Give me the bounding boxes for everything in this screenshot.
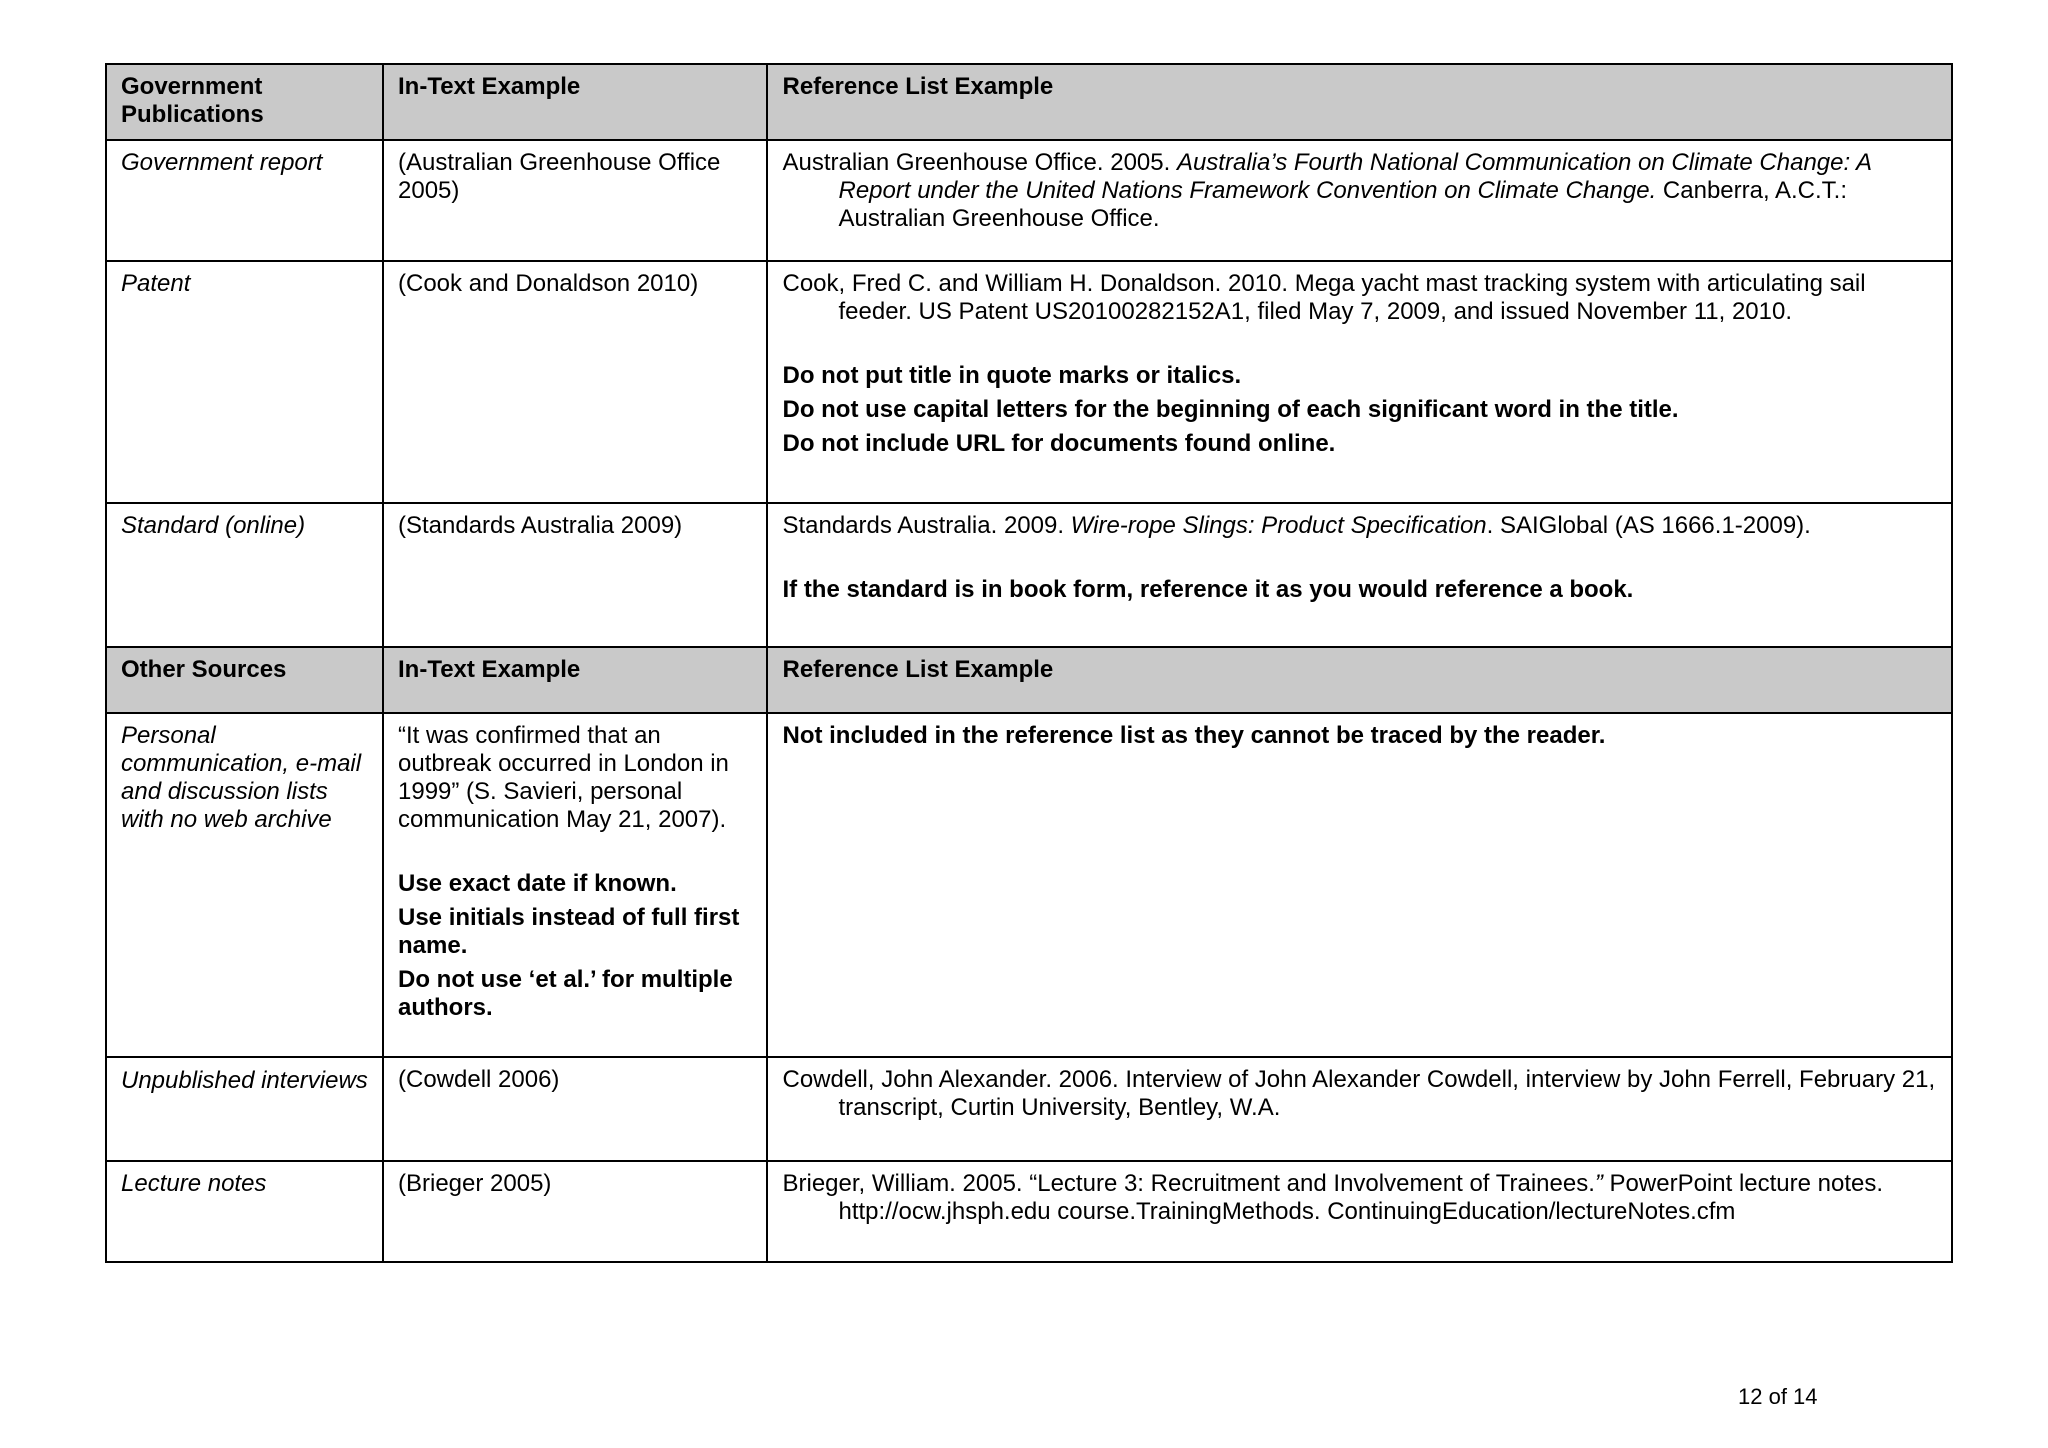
rule-note: Do not include URL for documents found online.	[782, 430, 1336, 457]
reference-text: Australian Greenhouse Office. 2005.	[782, 149, 1177, 176]
source-type: Government report	[106, 140, 383, 261]
reference-example	[767, 1161, 1952, 1262]
table-row	[106, 261, 1952, 503]
reference-example	[767, 140, 1952, 261]
reference-text: Brieger, William. 2005. “Lecture 3: Recruitment and Involvement of Trainees.	[782, 1170, 1595, 1197]
source-type: Lecture notes	[106, 1161, 383, 1262]
rule-note: Do not use ‘et al.’ for multiple authors.	[398, 966, 733, 1021]
source-type: Personal communication, e-mail and discussion lists with no web archive	[106, 713, 383, 1057]
reference-entry: Cook, Fred C. and William H. Donaldson. 2010. Mega yacht mast tracking system with articulating sail feeder. US Patent US20100282152A1, filed May 7, 2009, and issued November 11, 2010.	[782, 270, 1866, 325]
rule-note: Do not put title in quote marks or italics.	[782, 362, 1242, 389]
source-type: Standard (online)	[106, 503, 383, 647]
header-reference-list: Reference List Example	[767, 64, 1952, 140]
in-text-example: (Australian Greenhouse Office 2005)	[383, 140, 767, 261]
page-number: 12 of 14	[1738, 1384, 1818, 1409]
table-row	[106, 140, 1952, 261]
rule-note: Use initials instead of full first name.	[398, 904, 740, 959]
header-in-text: In-Text Example	[383, 647, 767, 713]
table-row	[106, 1057, 1952, 1161]
rule-note: Do not use capital letters for the beginning of each significant word in the title.	[782, 396, 1679, 423]
table-header-row	[106, 64, 1952, 140]
source-type: Patent	[106, 261, 383, 503]
reference-entry	[782, 149, 1937, 233]
rule-note: If the standard is in book form, reference it as you would reference a book.	[782, 576, 1634, 603]
header-in-text: In-Text Example	[383, 64, 767, 140]
referencing-table	[105, 63, 1953, 1263]
reference-text: . SAIGlobal (AS 1666.1-2009).	[1486, 512, 1811, 539]
reference-title: Wire-rope Slings: Product Specification	[1070, 512, 1487, 539]
reference-quote-mark: ”	[1594, 1170, 1603, 1197]
header-category: Other Sources	[106, 647, 383, 713]
table-row	[106, 1161, 1952, 1262]
header-reference-list: Reference List Example	[767, 647, 1952, 713]
in-text-example: (Cook and Donaldson 2010)	[383, 261, 767, 503]
table-row	[106, 503, 1952, 647]
reference-title: Australia’s Fourth National Communication on Climate Change: A Report under the United Nations Framework Convention on Climate Change.	[838, 149, 1872, 204]
reference-entry	[782, 512, 1937, 540]
reference-example: Not included in the reference list as they cannot be traced by the reader.	[767, 713, 1952, 1057]
reference-text: PowerPoint lecture notes. http://ocw.jhsph.edu course.TrainingMethods. ContinuingEducation/lectureNotes.cfm	[838, 1170, 1884, 1225]
reference-entry	[782, 1170, 1937, 1226]
reference-text: Canberra, A.C.T.: Australian Greenhouse Office.	[838, 177, 1847, 232]
table-header-row	[106, 647, 1952, 713]
in-text-example	[383, 713, 767, 1057]
reference-example	[767, 261, 1952, 503]
source-type: Unpublished interviews	[106, 1057, 383, 1161]
in-text-quote: “It was confirmed that an outbreak occurred in London in 1999” (S. Savieri, personal communication May 21, 2007).	[398, 722, 729, 833]
table-row	[106, 713, 1952, 1057]
in-text-example: (Brieger 2005)	[383, 1161, 767, 1262]
reference-example	[767, 503, 1952, 647]
rule-note: Use exact date if known.	[398, 870, 677, 897]
in-text-example: (Standards Australia 2009)	[383, 503, 767, 647]
reference-example	[767, 1057, 1952, 1161]
header-category: Government Publications	[106, 64, 383, 140]
in-text-example: (Cowdell 2006)	[383, 1057, 767, 1161]
reference-text: Standards Australia. 2009.	[782, 512, 1071, 539]
reference-entry: Cowdell, John Alexander. 2006. Interview of John Alexander Cowdell, interview by John Ferrell, February 21, transcript, Curtin University, Bentley, W.A.	[782, 1066, 1936, 1121]
